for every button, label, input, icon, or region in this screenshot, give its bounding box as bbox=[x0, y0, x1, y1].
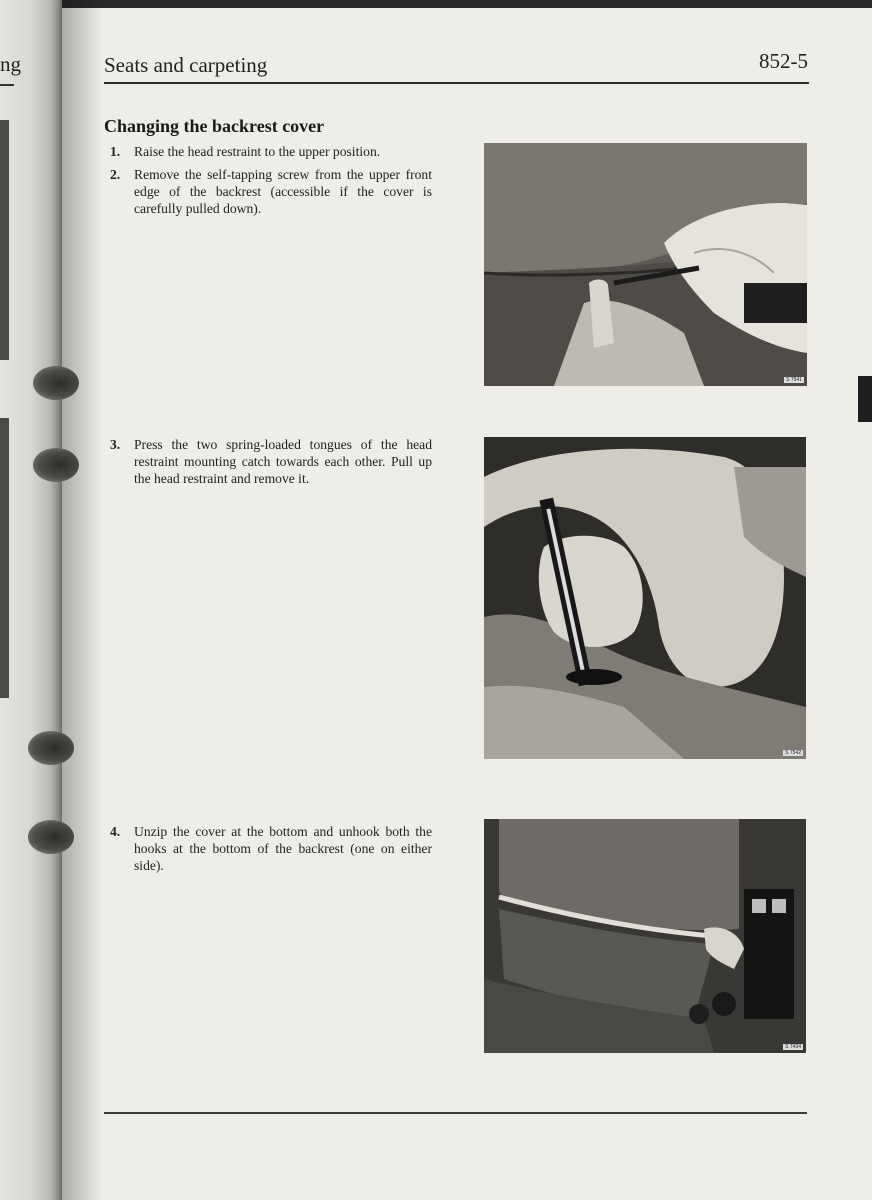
step-number: 1. bbox=[110, 144, 121, 159]
step-text: Raise the head restraint to the upper position. bbox=[134, 144, 381, 159]
binder-hole bbox=[28, 731, 74, 765]
step-text: Press the two spring-loaded tongues of the head restraint mounting catch towards each other. Pull up the head restraint and remove it. bbox=[134, 437, 432, 486]
photo-id: S 7541 bbox=[786, 377, 802, 383]
binder-hole bbox=[33, 448, 79, 482]
photo-id: S 7542 bbox=[785, 750, 801, 756]
step-number: 4. bbox=[110, 824, 121, 839]
header-rule bbox=[104, 82, 809, 84]
step-1 bbox=[110, 143, 432, 160]
step-number: 3. bbox=[110, 437, 121, 452]
running-header-title: Seats and carpeting bbox=[104, 53, 268, 77]
photo-remove-screw bbox=[484, 143, 807, 386]
previous-page-header-fragment: ng bbox=[0, 52, 21, 76]
photo-head-restraint-catch bbox=[484, 437, 806, 759]
section-title: Changing the backrest cover bbox=[104, 116, 325, 136]
previous-page-photo-strip bbox=[0, 418, 9, 698]
previous-page-edge bbox=[0, 0, 62, 1200]
photo-id: S 7434 bbox=[785, 1044, 801, 1050]
page-top-edge bbox=[0, 0, 872, 8]
footer-rule bbox=[104, 1112, 807, 1114]
step-number: 2. bbox=[110, 167, 121, 182]
section-edge-tab bbox=[858, 376, 872, 422]
step-2 bbox=[110, 166, 432, 217]
binder-hole bbox=[33, 366, 79, 400]
photo-unhook-cover bbox=[484, 819, 806, 1053]
page-number: 852-5 bbox=[759, 49, 808, 73]
step-4 bbox=[110, 823, 432, 874]
previous-page-rule bbox=[0, 84, 14, 86]
binder-hole bbox=[28, 820, 74, 854]
binding-shadow bbox=[62, 0, 102, 1200]
step-3 bbox=[110, 436, 432, 487]
step-text: Remove the self-tapping screw from the upper front edge of the backrest (accessible if the cover is carefully pulled down). bbox=[134, 167, 432, 216]
previous-page-photo-strip bbox=[0, 120, 9, 360]
step-text: Unzip the cover at the bottom and unhook both the hooks at the bottom of the backrest (one on either side). bbox=[134, 824, 432, 873]
